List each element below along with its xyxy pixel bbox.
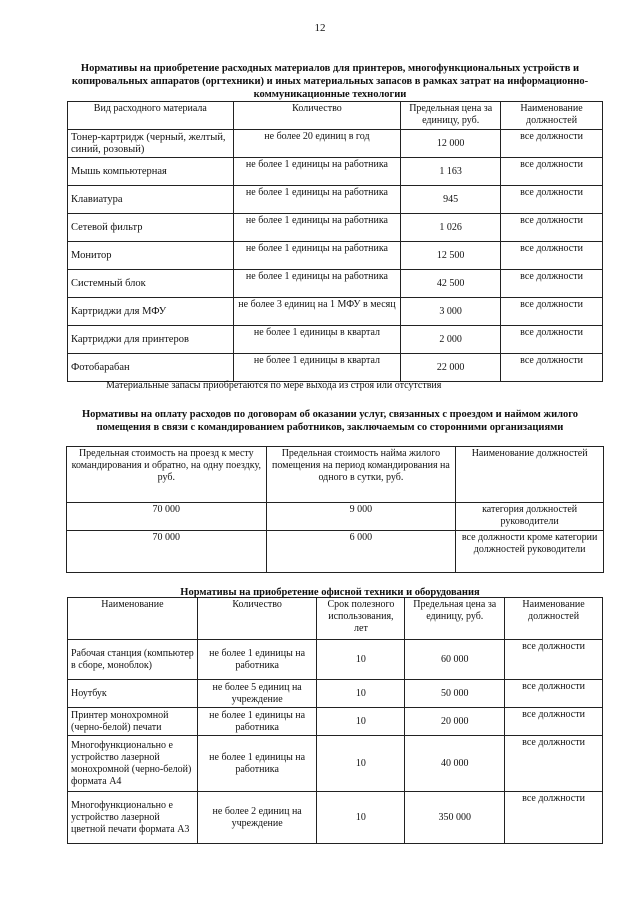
table-cell: 350 000 <box>405 792 505 844</box>
table-cell: все должности <box>505 792 603 844</box>
table-cell: 40 000 <box>405 736 505 792</box>
table-row <box>68 708 603 736</box>
table-cell: 2 000 <box>401 326 501 354</box>
table-cell: Многофункционально е устройство лазерной цветной печати формата А3 <box>68 792 198 844</box>
table-row <box>68 298 603 326</box>
table-cell: Тонер-картридж (черный, желтый, синий, розовый) <box>68 130 234 158</box>
table-cell: категория должностей руководители <box>456 503 604 531</box>
table-cell: Фотобарабан <box>68 354 234 382</box>
table-cell: 70 000 <box>67 531 267 573</box>
table-cell: 50 000 <box>405 680 505 708</box>
table-cell: не более 5 единиц на учреждение <box>197 680 317 708</box>
table-row <box>68 242 603 270</box>
table-cell: 60 000 <box>405 640 505 680</box>
table-cell: не более 1 единицы на работника <box>197 640 317 680</box>
table-cell: Рабочая станция (компьютер в сборе, моноблок) <box>68 640 198 680</box>
col-header: Наименование должностей <box>505 598 603 640</box>
table-cell: не более 20 единиц в год <box>233 130 401 158</box>
col-header: Предельная цена за единицу, руб. <box>401 102 501 130</box>
table-cell: Многофункционально е устройство лазерной монохромной (черно-белой) формата А4 <box>68 736 198 792</box>
table-cell: 22 000 <box>401 354 501 382</box>
table-cell: не более 3 единиц на 1 МФУ в месяц <box>233 298 401 326</box>
table-cell: не более 1 единицы на работника <box>233 214 401 242</box>
table-cell: не более 1 единицы на работника <box>233 158 401 186</box>
table-cell: Монитор <box>68 242 234 270</box>
table-cell: 1 163 <box>401 158 501 186</box>
table-cell: Клавиатура <box>68 186 234 214</box>
table-cell: все должности <box>501 186 603 214</box>
travel-table <box>66 446 604 573</box>
table-cell: все должности <box>501 270 603 298</box>
table-cell: все должности <box>501 326 603 354</box>
table-cell: 12 500 <box>401 242 501 270</box>
table-cell: все должности <box>501 214 603 242</box>
table-cell: все должности <box>505 736 603 792</box>
table-cell: не более 1 единицы в квартал <box>233 326 401 354</box>
table-row <box>68 354 603 382</box>
section1-title: Нормативы на приобретение расходных материалов для принтеров, многофункциональных устройств и копировальных аппаратов (оргтехники) и иных материальных запасов в рамках затрат на информационно-коммуникационные технологии <box>71 63 589 100</box>
table-cell: 10 <box>317 640 405 680</box>
table-cell: 3 000 <box>401 298 501 326</box>
table-row <box>68 792 603 844</box>
table-cell: 10 <box>317 680 405 708</box>
table-cell: 42 500 <box>401 270 501 298</box>
table-cell: Системный блок <box>68 270 234 298</box>
table-cell: все должности <box>501 158 603 186</box>
table-row <box>68 214 603 242</box>
table-cell: не более 2 единиц на учреждение <box>197 792 317 844</box>
table-cell: не более 1 единицы на работника <box>233 242 401 270</box>
table-cell: все должности кроме категории должностей руководители <box>456 531 604 573</box>
section2-title: Нормативы на оплату расходов по договорам об оказании услуг, связанных с проездом и наймом жилого помещения в связи с командированием работников, заключаемым со сторонними организациями <box>81 409 579 433</box>
page-number: 12 <box>314 22 326 34</box>
table-cell: все должности <box>501 354 603 382</box>
table-cell: 70 000 <box>67 503 267 531</box>
table-cell: все должности <box>505 640 603 680</box>
table-row <box>68 736 603 792</box>
table-row <box>68 326 603 354</box>
section3-title: Нормативы на приобретение офисной техники и оборудования <box>180 587 480 598</box>
table-row <box>68 158 603 186</box>
col-header: Наименование должностей <box>501 102 603 130</box>
col-header: Наименование должностей <box>456 447 604 503</box>
table-cell: Ноутбук <box>68 680 198 708</box>
table-cell: не более 1 единицы на работника <box>197 708 317 736</box>
col-header: Вид расходного материала <box>68 102 234 130</box>
col-header: Срок полезного использования, лет <box>317 598 405 640</box>
col-header: Предельная стоимость на проезд к месту командирования и обратно, на одну поездку, руб. <box>67 447 267 503</box>
table-cell: Сетевой фильтр <box>68 214 234 242</box>
section1-note: Материальные запасы приобретаются по мере выхода из строя или отсутствия <box>106 380 442 391</box>
table-cell: 6 000 <box>266 531 456 573</box>
table-cell: все должности <box>501 242 603 270</box>
table-row <box>68 640 603 680</box>
table-cell: все должности <box>501 298 603 326</box>
table-cell: 10 <box>317 708 405 736</box>
table-cell: Мышь компьютерная <box>68 158 234 186</box>
table-cell: 1 026 <box>401 214 501 242</box>
col-header: Предельная стоимость найма жилого помещения на период командирования на одного в сутки, руб. <box>266 447 456 503</box>
table-cell: не более 1 единицы на работника <box>197 736 317 792</box>
table-cell: Картриджи для МФУ <box>68 298 234 326</box>
table-cell: не более 1 единицы на работника <box>233 186 401 214</box>
table-row <box>68 186 603 214</box>
table-row <box>67 503 604 531</box>
table-row <box>68 130 603 158</box>
table-cell: не более 1 единицы на работника <box>233 270 401 298</box>
consumables-table <box>67 101 603 382</box>
table-cell: 10 <box>317 792 405 844</box>
table-row <box>68 680 603 708</box>
table-cell: Картриджи для принтеров <box>68 326 234 354</box>
table-cell: 9 000 <box>266 503 456 531</box>
col-header: Количество <box>197 598 317 640</box>
col-header: Предельная цена за единицу, руб. <box>405 598 505 640</box>
col-header: Наименование <box>68 598 198 640</box>
table-cell: все должности <box>501 130 603 158</box>
table-cell: все должности <box>505 680 603 708</box>
table-cell: 10 <box>317 736 405 792</box>
table-cell: не более 1 единицы в квартал <box>233 354 401 382</box>
table-cell: Принтер монохромной (черно-белой) печати <box>68 708 198 736</box>
table-cell: все должности <box>505 708 603 736</box>
table-row <box>67 531 604 573</box>
table-row <box>68 270 603 298</box>
table-cell: 20 000 <box>405 708 505 736</box>
col-header: Количество <box>233 102 401 130</box>
table-cell: 12 000 <box>401 130 501 158</box>
table-cell: 945 <box>401 186 501 214</box>
equipment-table <box>67 597 603 844</box>
